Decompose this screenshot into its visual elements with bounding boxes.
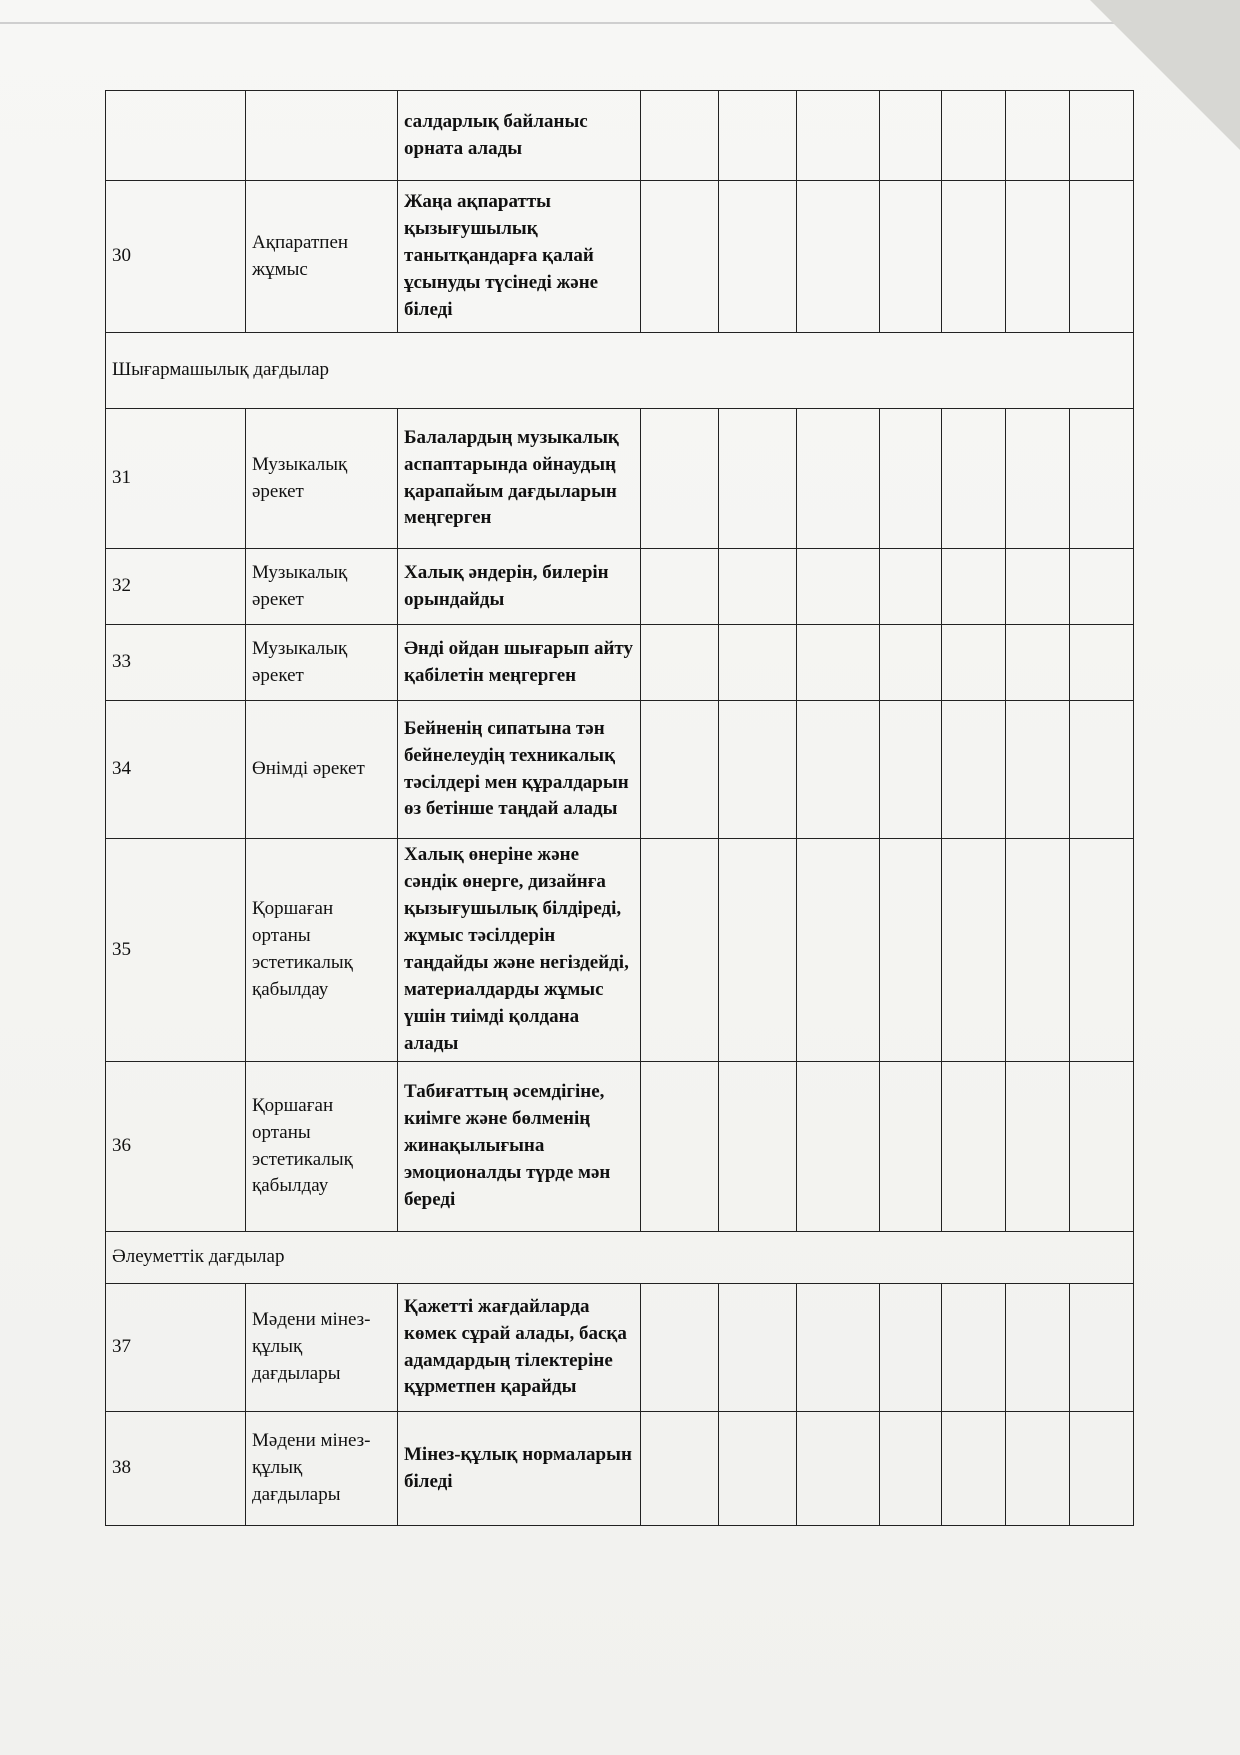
skill-area: Мәдени мінез-құлық дағдылары — [246, 1284, 398, 1412]
skill-area: Музыкалық әрекет — [246, 625, 398, 701]
table-row — [106, 549, 1134, 625]
top-edge — [0, 22, 1240, 24]
row-number: 36 — [106, 1062, 246, 1232]
indicator-text: Табиғаттың әсемдігіне, киімге және бөлменің жинақылығына эмоционалды түрде мән береді — [398, 1062, 641, 1232]
section-row — [106, 333, 1134, 409]
table-row — [106, 839, 1134, 1062]
table-row — [106, 1412, 1134, 1526]
row-number: 32 — [106, 549, 246, 625]
assessment-table — [105, 90, 1134, 1526]
row-number: 31 — [106, 409, 246, 549]
indicator-text: Халық өнеріне және сәндік өнерге, дизайнға қызығушылық білдіреді, жұмыс тәсілдерін таңдайды және негіздейді, материалдарды жұмыс үшін тиімді қолдана алады — [398, 839, 641, 1062]
table-row — [106, 1062, 1134, 1232]
row-number: 37 — [106, 1284, 246, 1412]
indicator-text: Мінез-құлық нормаларын біледі — [398, 1412, 641, 1526]
table-row — [106, 409, 1134, 549]
indicator-text: салдарлық байланыс орната алады — [398, 91, 641, 181]
skill-area: Қоршаған ортаны эстетикалық қабылдау — [246, 1062, 398, 1232]
section-row — [106, 1232, 1134, 1284]
row-number: 34 — [106, 701, 246, 839]
skill-area: Музыкалық әрекет — [246, 549, 398, 625]
indicator-text: Бейненің сипатына тән бейнелеудің техникалық тәсілдері мен құралдарын өз бетінше таңдай алады — [398, 701, 641, 839]
section-title: Шығармашылық дағдылар — [106, 333, 1134, 409]
row-number: 30 — [106, 181, 246, 333]
skill-area: Өнімді әрекет — [246, 701, 398, 839]
indicator-text: Балалардың музыкалық аспаптарында ойнаудың қарапайым дағдыларын меңгерген — [398, 409, 641, 549]
table-row — [106, 91, 1134, 181]
row-number: 35 — [106, 839, 246, 1062]
section-title: Әлеуметтік дағдылар — [106, 1232, 1134, 1284]
table-row — [106, 625, 1134, 701]
row-number — [106, 91, 246, 181]
row-number: 33 — [106, 625, 246, 701]
skill-area: Ақпаратпен жұмыс — [246, 181, 398, 333]
indicator-text: Қажетті жағдайларда көмек сұрай алады, басқа адамдардың тілектеріне құрметпен қарайды — [398, 1284, 641, 1412]
table-row — [106, 181, 1134, 333]
table-row — [106, 701, 1134, 839]
indicator-text: Халық әндерін, билерін орындайды — [398, 549, 641, 625]
skill-area — [246, 91, 398, 181]
table-row — [106, 1284, 1134, 1412]
skill-area: Қоршаған ортаны эстетикалық қабылдау — [246, 839, 398, 1062]
skill-area: Музыкалық әрекет — [246, 409, 398, 549]
indicator-text: Жаңа ақпаратты қызығушылық танытқандарға қалай ұсынуды түсінеді және біледі — [398, 181, 641, 333]
skill-area: Мәдени мінез-құлық дағдылары — [246, 1412, 398, 1526]
row-number: 38 — [106, 1412, 246, 1526]
indicator-text: Әнді ойдан шығарып айту қабілетін меңгерген — [398, 625, 641, 701]
